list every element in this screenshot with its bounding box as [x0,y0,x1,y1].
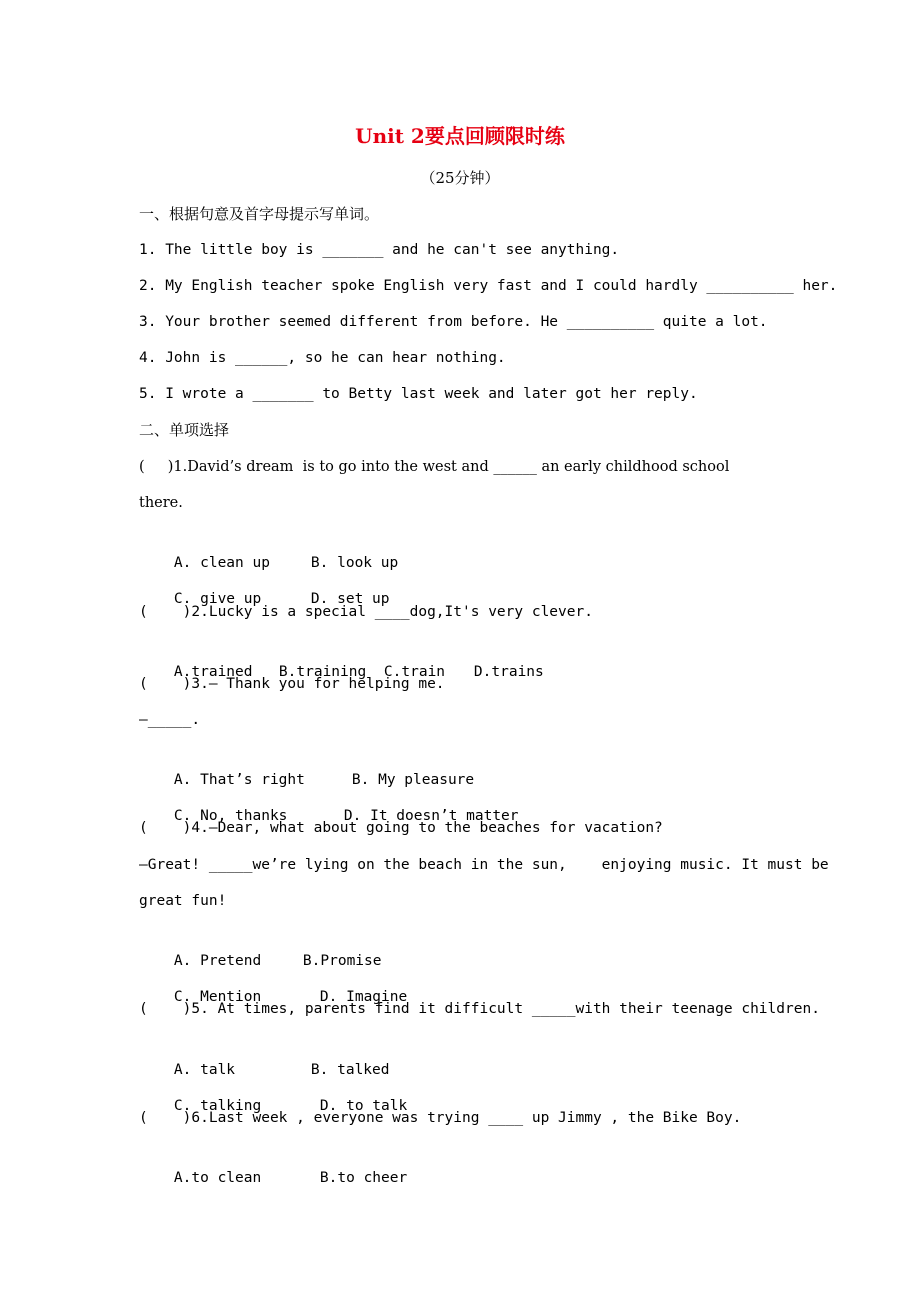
option-d: D. It doesn’t matter [343,808,519,824]
option-b: B.training [278,664,367,680]
question-item: 1. The little boy is _______ and he can't see anything. [139,242,620,258]
mc-question-stem: great fun! [139,893,227,909]
mc-question-stem: ( )2.Lucky is a special ____dog,It's very clever. [139,604,593,620]
mc-question-stem: —_____. [139,712,201,728]
option-b: B.Promise [302,953,382,969]
mc-question-stem: ( )1.David’s dream is to go into the west and ______ an early childhood school [139,459,730,475]
question-item: 2. My English teacher spoke English very fast and I could hardly __________ her. [139,278,838,294]
option-b: B. talked [310,1062,390,1078]
option-a: A. Pretend [173,953,262,969]
option-c: C. No, thanks [173,808,288,824]
option-d: D. set up [310,591,390,607]
option-c: C.train [383,664,446,680]
mc-question-stem: ( )4.—Dear, what about going to the beaches for vacation? [139,820,663,836]
option-b: B. My pleasure [351,772,475,788]
page-title: Unit 2要点回顾限时练 [355,124,565,148]
question-item: 5. I wrote a _______ to Betty last week and later got her reply. [139,386,698,402]
option-c: C. Mention [173,989,262,1005]
option-d: D.trains [473,664,544,680]
question-item: 4. John is ______, so he can hear nothing. [139,350,506,366]
option-a: A. That’s right [173,772,305,788]
mc-question-stem: ( )5. At times, parents find it difficult _____with their teenage children. [139,1001,820,1017]
options-row [139,1142,799,1214]
option-a: A. clean up [173,555,270,571]
option-c: C. give up [173,591,262,607]
option-d: D. Imagine [319,989,408,1005]
time-limit: （25分钟） [420,169,500,187]
section1-heading: 一、根据句意及首字母提示写单词。 [139,205,380,223]
option-c: C. talking [173,1098,262,1114]
mc-question-stem: —Great! _____we’re lying on the beach in the sun, enjoying music. It must be [139,857,829,873]
option-d: D. to talk [319,1098,408,1114]
option-b: B. look up [310,555,399,571]
options-row [139,563,799,635]
option-a: A.trained [173,664,253,680]
section2-heading: 二、单项选择 [139,421,230,439]
option-a: A. talk [173,1062,236,1078]
question-item: 3. Your brother seemed different from before. He __________ quite a lot. [139,314,768,330]
option-a: A.to clean [173,1170,262,1186]
option-b: B.to cheer [319,1170,408,1186]
mc-question-stem: there. [139,495,183,511]
mc-question-stem: ( )3.— Thank you for helping me. [139,676,445,692]
mc-question-stem: ( )6.Last week , everyone was trying ____ up Jimmy , the Bike Boy. [139,1110,742,1126]
